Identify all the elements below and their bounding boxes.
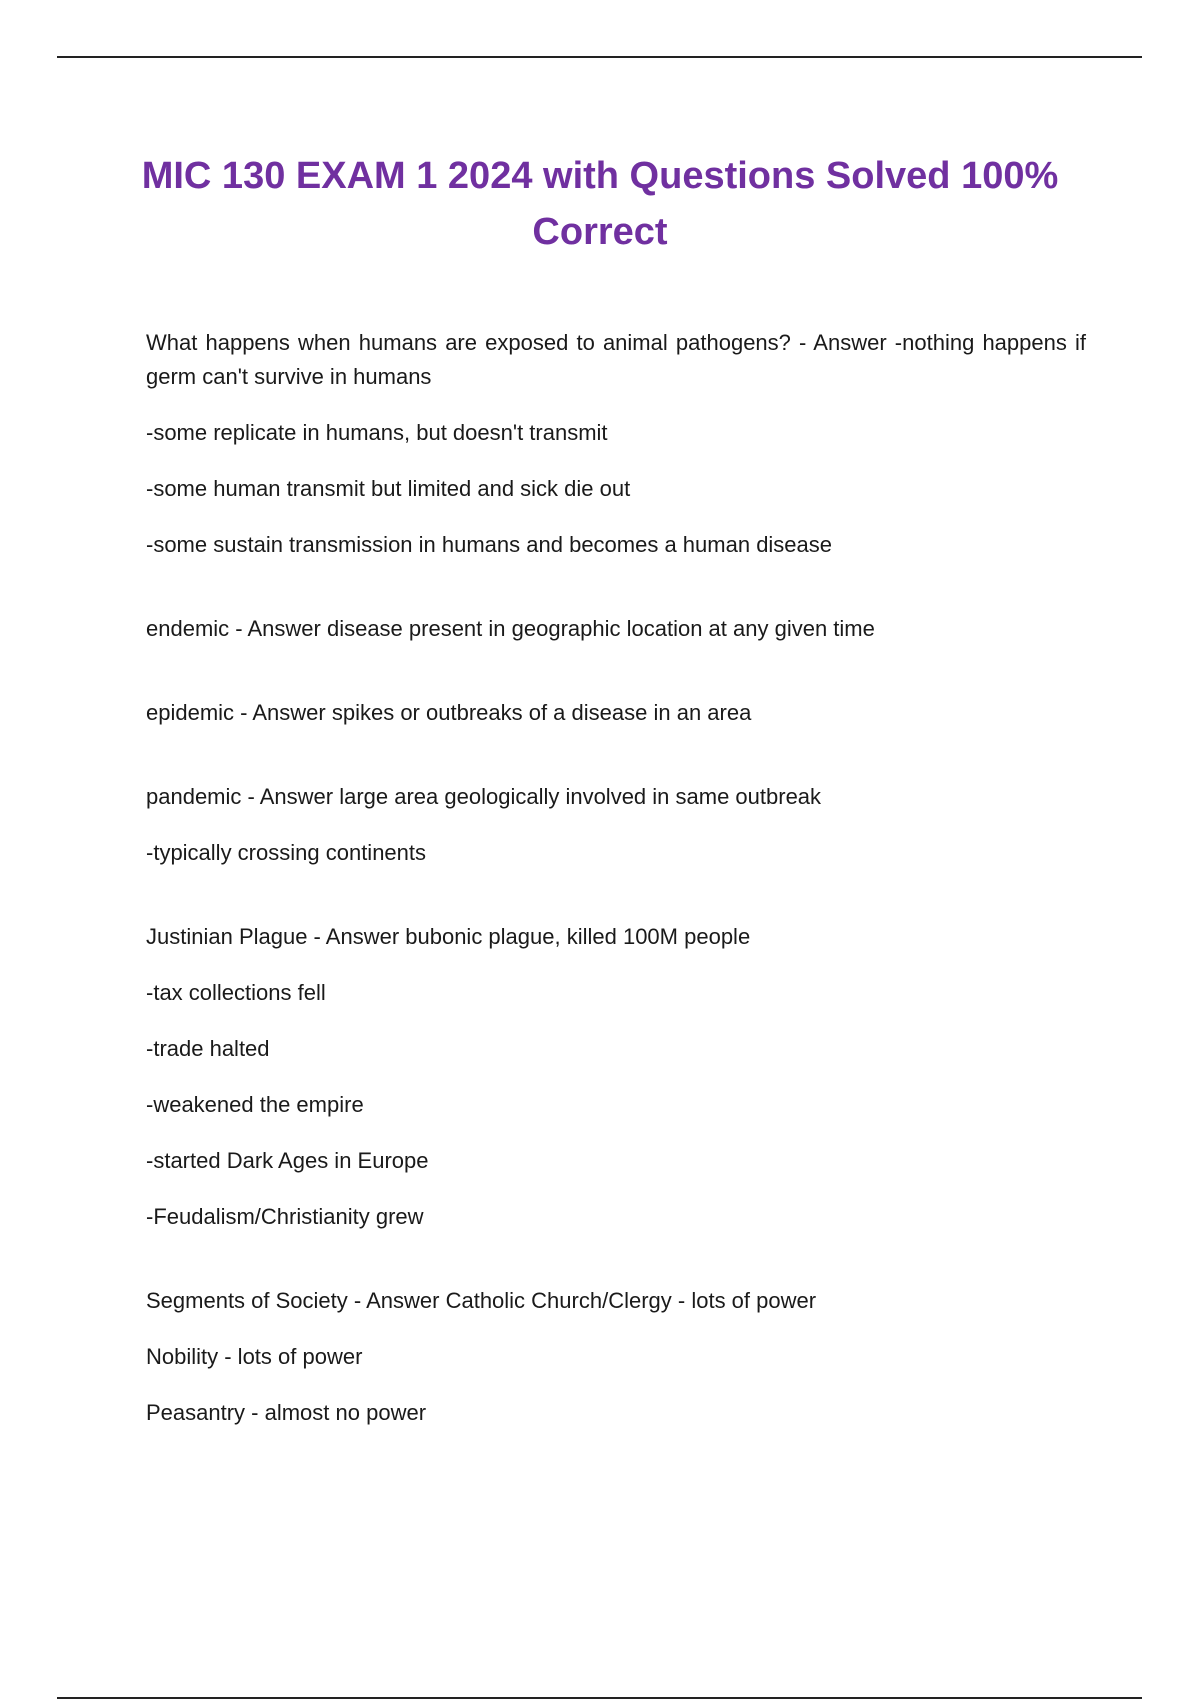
document-body — [146, 326, 1086, 1480]
qa-detail-line: -typically crossing continents — [146, 840, 427, 865]
qa-entry — [146, 920, 1086, 1234]
qa-detail-line: -some sustain transmission in humans and becomes a human disease — [146, 532, 833, 557]
qa-detail-line: -some replicate in humans, but doesn't transmit — [146, 420, 608, 445]
qa-detail-line: -some human transmit but limited and sick die out — [146, 476, 631, 501]
qa-detail-line: -tax collections fell — [146, 980, 326, 1005]
qa-entry — [146, 326, 1086, 562]
qa-question-answer: endemic - Answer disease present in geographic location at any given time — [146, 616, 875, 641]
qa-detail-line: Nobility - lots of power — [146, 1344, 363, 1369]
qa-question-answer: pandemic - Answer large area geologically involved in same outbreak — [146, 784, 822, 809]
bottom-divider — [57, 1697, 1142, 1699]
qa-detail-line: -trade halted — [146, 1036, 270, 1061]
qa-question-answer: epidemic - Answer spikes or outbreaks of a disease in an area — [146, 700, 752, 725]
qa-detail-line: -started Dark Ages in Europe — [146, 1148, 429, 1173]
qa-detail-line: -weakened the empire — [146, 1092, 364, 1117]
qa-entry — [146, 1284, 1086, 1430]
qa-entry — [146, 696, 1086, 730]
top-divider — [57, 56, 1142, 58]
qa-question-answer: Segments of Society - Answer Catholic Church/Clergy - lots of power — [146, 1288, 817, 1313]
qa-entry — [146, 612, 1086, 646]
qa-entry — [146, 780, 1086, 870]
qa-detail-line: Peasantry - almost no power — [146, 1400, 427, 1425]
qa-detail-line: -Feudalism/Christianity grew — [146, 1204, 424, 1229]
qa-question-answer: What happens when humans are exposed to animal pathogens? - Answer -nothing happens if germ can't survive in humans — [146, 330, 1086, 389]
document-title: MIC 130 EXAM 1 2024 with Questions Solved 100% Correct — [141, 155, 1059, 253]
qa-question-answer: Justinian Plague - Answer bubonic plague, killed 100M people — [146, 924, 751, 949]
